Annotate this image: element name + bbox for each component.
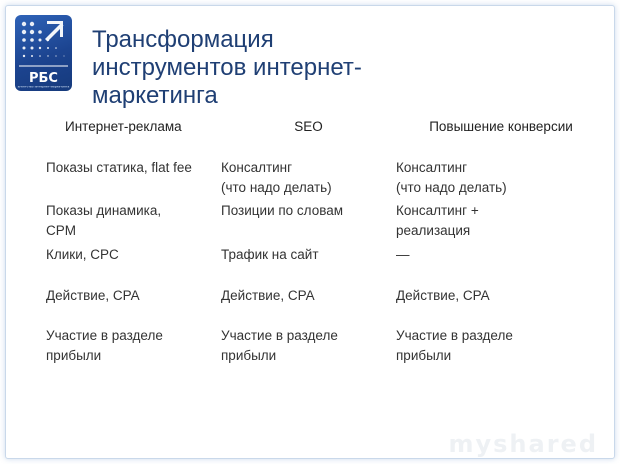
slide — [5, 5, 615, 459]
company-logo — [15, 15, 72, 91]
table-cell: Консалтинг (что надо делать) — [221, 160, 332, 195]
column-header-conversion: Повышение конверсии — [429, 119, 573, 134]
table-cell: Позиции по словам — [221, 203, 344, 218]
logo-graphic — [15, 15, 72, 91]
table-cell: Участие в разделе прибыли — [396, 328, 513, 363]
table-cell: Показы динамика, CPM — [46, 203, 162, 238]
table-cell: Действие, CPA — [396, 288, 490, 303]
table-cell: Консалтинг + реализация — [396, 203, 479, 238]
table-cell: Трафик на сайт — [221, 247, 319, 262]
table-cell: Консалтинг (что надо делать) — [396, 160, 507, 195]
watermark: myshared — [448, 430, 598, 458]
logo-subtext: агентство интернет-маркетинга — [17, 84, 70, 89]
table-cell: Клики, CPC — [46, 247, 119, 262]
table-cell: Участие в разделе прибыли — [46, 328, 163, 363]
table-cell: — — [396, 247, 410, 262]
table-cell: Участие в разделе прибыли — [221, 328, 338, 363]
logo-text: РБС — [29, 71, 58, 86]
column-header-internet-ads: Интернет-реклама — [65, 119, 182, 134]
table-cell: Действие, CPA — [46, 288, 140, 303]
table-cell: Показы статика, flat fee — [46, 160, 192, 175]
slide-title: Трансформация инструментов интернет-маркетинга — [92, 26, 362, 109]
column-header-seo: SEO — [294, 119, 323, 134]
comparison-table — [46, 110, 586, 380]
table-cell: Действие, CPA — [221, 288, 315, 303]
